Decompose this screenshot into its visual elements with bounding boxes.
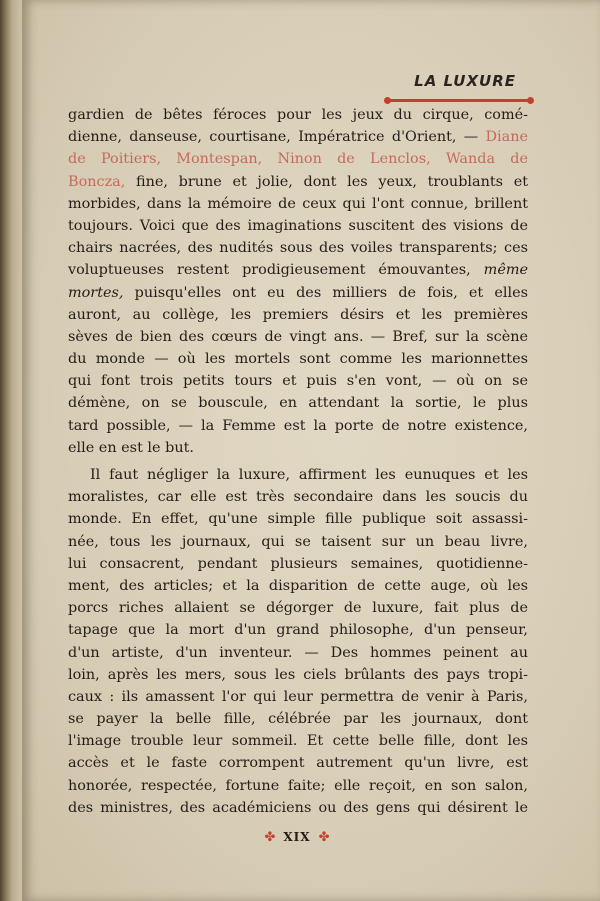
text-run: dienne, danseuse, courtisane, Impératrice d'Orient, — [68, 129, 479, 146]
text-line [68, 126, 528, 148]
text-line: elle en est le but. [68, 439, 194, 456]
text-line: monde. En effet, qu'une simple fille publique soit assassi- [68, 511, 528, 528]
text-line: toujours. Voici que des imaginations suscitent des visions de [68, 217, 528, 234]
text-line: chairs nacrées, des nudités sous des voiles transparents; ces [68, 240, 528, 257]
text-line: tapage que la mort d'un grand philosophe, d'un penseur, [68, 622, 528, 639]
text-run: fine, brune et jolie, dont les yeux, troublants et [136, 173, 528, 190]
text-line: loin, après les mers, sous les ciels brûlants des pays tropi- [68, 666, 528, 683]
red-name-line: de Poitiers, Montespan, Ninon de Lenclos, Wanda de [68, 151, 528, 168]
text-run: voluptueuses restent prodigieusement émouvantes, [68, 262, 471, 279]
text-line: des ministres, des académiciens ou des gens qui désirent le [68, 799, 528, 816]
page-folio [232, 826, 362, 848]
text-line: caux : ils amassent l'or qui leur permettra de venir à Paris, [68, 688, 528, 705]
text-line: honorée, respectée, fortune faite; elle reçoit, en son salon, [68, 777, 528, 794]
text-line: se payer la belle fille, célébrée par les journaux, dont [68, 711, 528, 728]
running-head-rule [388, 99, 530, 102]
italic-run: même [483, 262, 528, 279]
text-line: lui consacrent, pendant plusieurs semaines, quotidienne- [68, 555, 528, 572]
text-line: née, tous les journaux, qui se taisent sur un beau livre, [68, 533, 528, 550]
text-run: puisqu'elles ont eu des milliers de fois, et elles [134, 284, 528, 301]
page-body [68, 104, 528, 819]
fleuron-right-icon: ✤ [318, 829, 330, 845]
text-line [68, 171, 528, 193]
text-line: du monde — où les mortels sont comme les marionnettes [68, 351, 528, 368]
text-line: moralistes, car elle est très secondaire dans les soucis du [68, 489, 528, 506]
text-line: sèves de bien des cœurs de vingt ans. — Bref, sur la scène [68, 328, 528, 345]
text-line: Il faut négliger la luxure, affirment les eunuques et les [90, 467, 528, 483]
text-line: d'un artiste, d'un inventeur. — Des hommes peinent au [68, 644, 528, 661]
running-head: LA LUXURE [414, 72, 516, 90]
italic-run: mortes, [68, 284, 124, 301]
text-line: gardien de bêtes féroces pour les jeux du cirque, comé- [68, 107, 528, 123]
text-line: ment, des articles; et la disparition de cette auge, où les [68, 577, 528, 594]
fleuron-left-icon: ✤ [264, 829, 276, 845]
text-line: auront, au collège, les premiers désirs et les premières [68, 306, 528, 323]
text-line [68, 259, 528, 281]
text-line: qui font trois petits tours et puis s'en vont, — où on se [68, 373, 528, 390]
text-line: l'image trouble leur sommeil. Et cette belle fille, dont les [68, 733, 528, 750]
text-line: démène, on se bouscule, en attendant la sortie, le plus [68, 395, 528, 412]
red-name-run: Diane [485, 129, 529, 146]
text-line: tard possible, — la Femme est la porte de notre existence, [68, 417, 528, 434]
text-line: accès et le faste corrompent autrement qu'un livre, est [68, 755, 528, 772]
text-line: porcs riches allaient se dégorger de luxure, fait plus de [68, 600, 528, 617]
text-line: morbides, dans la mémoire de ceux qui l'ont connue, brillent [68, 195, 528, 212]
red-name-run: Boncza, [68, 173, 126, 190]
text-line [68, 282, 528, 304]
page-number: XIX [283, 830, 311, 844]
